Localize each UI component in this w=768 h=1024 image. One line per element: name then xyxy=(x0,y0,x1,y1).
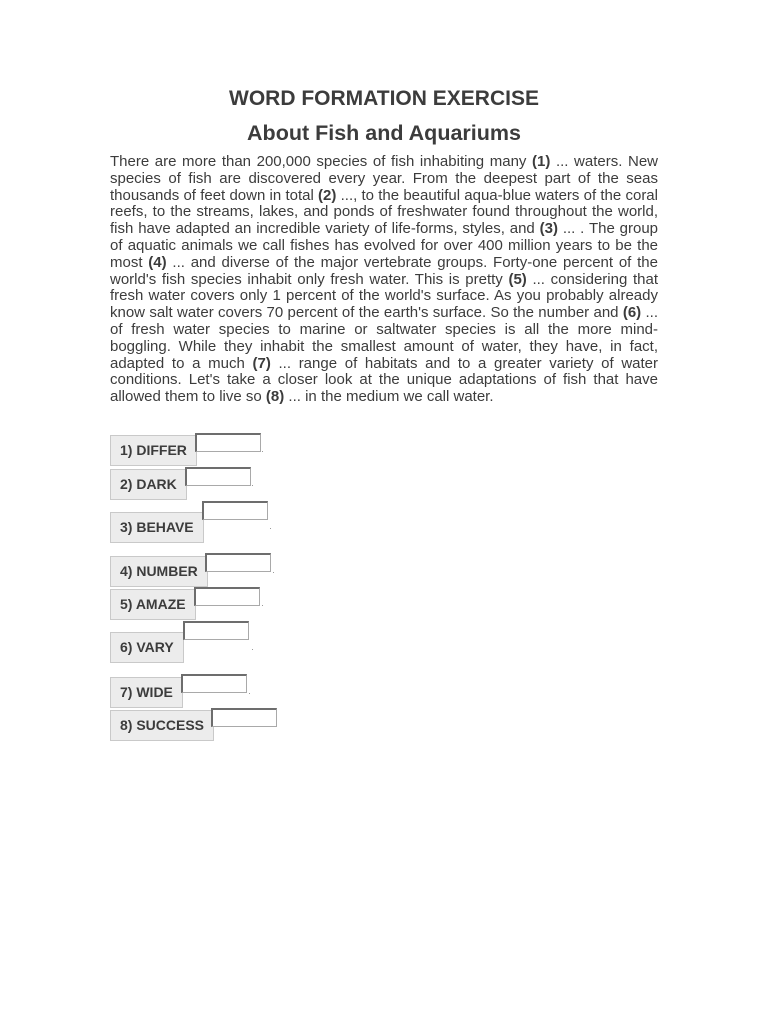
answer-input-4[interactable] xyxy=(205,553,271,572)
input-marker xyxy=(262,605,263,606)
question-label-6: 6) VARY xyxy=(110,632,184,663)
passage-text: ... of fresh water species to marine or saltwater species is all the more mind-boggling. While they inhabit the smallest amount of water, they have, in fact, adapted to a much xyxy=(110,304,658,372)
input-marker xyxy=(252,649,253,650)
question-label-5: 5) AMAZE xyxy=(110,589,196,620)
page-title: WORD FORMATION EXERCISE xyxy=(229,87,539,110)
input-marker xyxy=(273,572,274,573)
question-row-2 xyxy=(110,467,260,500)
question-label-4: 4) NUMBER xyxy=(110,556,208,587)
answer-input-5[interactable] xyxy=(194,587,260,606)
passage-text: ..., to the beautiful aqua-blue waters of the coral reefs, to the streams, lakes, and ponds of freshwater found throughout the world, fish have adapted an incredible variety of life-forms, styles, and xyxy=(110,186,658,238)
question-row-4 xyxy=(110,553,280,587)
passage-text: ... . The group of aquatic animals we call fishes has evolved for over 400 million years to be the most xyxy=(110,220,659,271)
passage-text: ... waters. New species of fish are discovered every year. From the deepest part of the seas thousands of feet down in total xyxy=(110,153,658,204)
answer-input-7[interactable] xyxy=(181,674,247,693)
page-subtitle: About Fish and Aquariums xyxy=(247,121,521,145)
input-marker xyxy=(270,528,271,529)
question-label-8: 8) SUCCESS xyxy=(110,710,214,741)
gap-marker-3: (3) xyxy=(539,220,558,238)
gap-marker-5: (5) xyxy=(508,270,527,288)
question-label-7: 7) WIDE xyxy=(110,677,183,708)
question-row-7 xyxy=(110,674,256,708)
answer-input-8[interactable] xyxy=(211,708,277,727)
gap-marker-1: (1) xyxy=(532,153,551,170)
gap-marker-8: (8) xyxy=(265,388,285,406)
question-row-8 xyxy=(110,708,282,741)
question-row-5 xyxy=(110,587,270,620)
passage-text: ... considering that fresh water covers only 1 percent of the world's surface. As you probably already know salt water covers 70 percent of the earth's surface. So the number and xyxy=(110,270,658,322)
gap-marker-2: (2) xyxy=(318,186,337,204)
question-row-3 xyxy=(110,501,276,543)
passage-text: There are more than 200,000 species of fish inhabiting many xyxy=(110,153,533,170)
answer-input-1[interactable] xyxy=(195,433,261,452)
question-label-2: 2) DARK xyxy=(110,469,187,500)
input-marker xyxy=(262,451,263,452)
passage-text: ... in the medium we call water. xyxy=(284,388,494,406)
answer-input-6[interactable] xyxy=(183,621,249,640)
input-marker xyxy=(252,485,253,486)
gap-marker-6: (6) xyxy=(622,304,642,322)
reading-passage xyxy=(110,154,658,406)
gap-marker-4: (4) xyxy=(148,253,167,271)
passage-text: ... range of habitats and to a greater variety of water conditions. Let's take a closer look at the unique adaptations of fish that have allowed them to live so xyxy=(110,354,658,406)
input-marker xyxy=(249,693,250,694)
answer-input-2[interactable] xyxy=(185,467,251,486)
question-row-1 xyxy=(110,433,270,466)
question-label-1: 1) DIFFER xyxy=(110,435,197,466)
answer-input-3[interactable] xyxy=(202,501,268,520)
question-row-6 xyxy=(110,621,260,663)
question-label-3: 3) BEHAVE xyxy=(110,512,204,543)
gap-marker-7: (7) xyxy=(252,354,271,372)
passage-text: ... and diverse of the major vertebrate groups. Forty-one percent of the world's fish species inhabit only fresh water. This is pretty xyxy=(110,253,658,288)
